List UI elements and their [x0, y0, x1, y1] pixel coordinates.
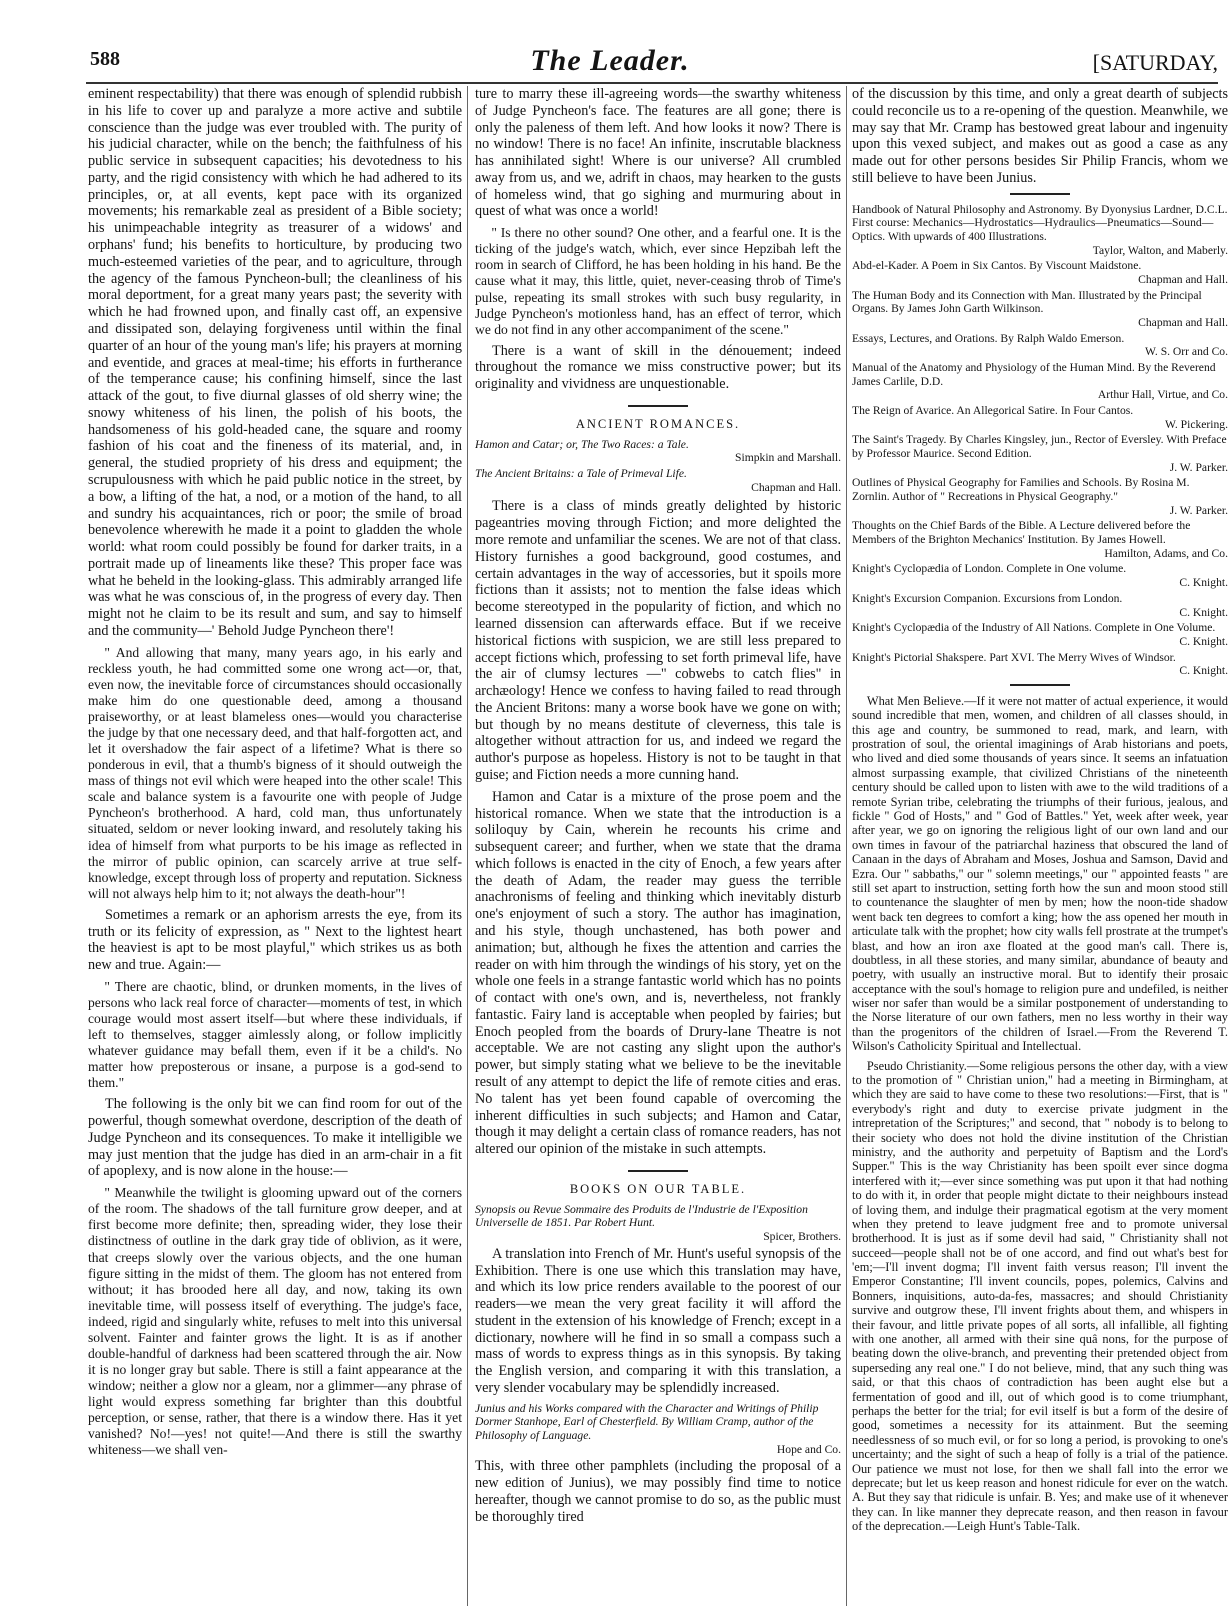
book-title: Hamon and Catar; or, The Two Races: a Tale. [475, 437, 689, 451]
book-title: Handbook of Natural Philosophy and Astronomy. By Dyonysius Lardner, D.C.L. First course: Mechanics—Hydrostatics—Hydraulics—Pneumatics—Sound—Optics. With upwards of 400 Illustrations. [852, 202, 1228, 244]
page-number: 588 [90, 48, 120, 70]
article-paragraph: Pseudo Christianity.—Some religious persons the other day, with a view to the promotion of " Christian union," had a meeting in Birmingham, at which they are said to have come to these two resolutions:—First, that is " everybody's right and duty to exercise private judgment in the intrepretation of the Scriptures;" and second, that " nobody is to belong to their society who does not hold the divine institution of the Christian ministry, and the authority and perpetuity of Baptism and the Lord's Supper." This is the way Christianity has been spoilt ever since dogma interfered with it;—ever since something was put upon it that had nothing to do with it, in order that people might dictate to their neighbours instead of loving them, and indulge their pragmatical egotism at the very moment when they pretend to leave judgment free and to promote universal brotherhood. It is just as if some devil had said, " Christianity shall not succeed—people shall not be of one accord, and find out what's best for 'em;—I'll invent dogma; I'll invent faith versus reason; I'll invent the Emperor Constantine; I'll invent councils, popes, polemics, Calvins and Bonners, inquisitions, auto-da-fes, massacres; and should Christianity survive and outgrow these, I'll invent frights about them, and whispers in their favour, and little private popes of all sorts, all infallible, all fighting with one another, all armed with their sine quâ nons, for the purpose of beating down the olive-branch, and preventing their pretended object from superseding any real one." I do not believe, mind, that any such thing was said, or that this chaos of contradiction has been aught else but a fermentation of good and ill, out of which good is to come triumphant, perhaps the better for the trial; for evil itself is but a form of the desire of good, sometimes a necessity for its attainment. But the seeming needlessness of so much evil, or for so long a period, is provoking to one's uncertainty; and the sight of such a heap of folly is a trial of the patience. Our patience we must not lose, for then we shall fall into the error we deprecate; but let us keep reason and honest ridicule for ever on the watch. A. But they say that ridicule is unfair. B. Yes; and make use of it whenever they can. In like manner they deprecate reason, and then reason in favour of the deprecation.—Leigh Hunt's Table-Talk. [852, 1058, 1228, 1534]
book-title: Abd-el-Kader. A Poem in Six Cantos. By Viscount Maidstone. [852, 259, 1142, 273]
book-title: Knight's Pictorial Shakspere. Part XVI. The Merry Wives of Windsor. [852, 650, 1176, 664]
book-publisher: W. S. Orr and Co. [1145, 345, 1228, 359]
book-listing [852, 289, 1228, 330]
quote-paragraph: " And allowing that many, many years ago, in his early and reckless youth, he had committed some one wrong act—or, that, even now, the inevitable force of circumstances should occasionally make him do one questionable deed, among a thousand praiseworthy, or at least blameless ones—would you characterise the judge by that one necessary deed, and that half-forgotten act, and let it overshadow the fair aspect of a lifetime? What is there so ponderous in evil, that a thumb's bigness of it should outweigh the mass of things not evil which were heaped into the other scale! This scale and balance system is a favourite one with people of Judge Pyncheon's brotherhood. A hard, cold man, thus unfortunately situated, seldom or never looking inward, and resolutely taking his idea of himself from what purports to be his image as reflected in the mirror of public opinion, can scarcely arrive at true self-knowledge, except through loss of property and reputation. Sickness will not always help him to it; not always the death-hour"! [88, 644, 462, 901]
article-paragraph: There is a class of minds greatly delighted by historic pageantries moving through Fiction; and more delighted the more remote and unfamiliar the scenes. We are not of that class. History furnishes a good background, good costumes, and certain advantages in the way of accessories, but it spoils more fictions than it assists; not to mention the false ideas which become stereotyped in the popularity of fiction, and which no learned dissension can afterwards efface. But if we receive historical fictions with suspicion, we are still less prepared to accept fictions which, professing to set forth primeval life, have the air of clumsy lectures —" cobwebs to catch flies" in archæology! Hence we confess to having failed to read through the Ancient Britons: many a worse book have we gone on with; but though by no means destitute of cleverness, this tale is altogether without attraction for us, and indeed we regard the author's purpose as hopeless. History is not to be taught in that guise; and Fiction needs a more cunning hand. [475, 498, 841, 783]
article-paragraph: The following is the only bit we can find room for out of the powerful, though somewhat overdone, description of the death of Judge Pyncheon and its consequences. To make it intelligible we may just mention that the judge has died in an arm-chair in a fit of apoplexy, and is now alone in the house:— [88, 1096, 462, 1180]
book-title: The Reign of Avarice. An Allegorical Satire. In Four Cantos. [852, 404, 1134, 418]
section-separator [1010, 193, 1070, 195]
book-publisher: J. W. Parker. [1169, 460, 1228, 474]
book-listing [852, 332, 1228, 359]
page-header [90, 44, 1228, 82]
book-listing [852, 476, 1228, 517]
book-listing [852, 361, 1228, 402]
column-divider [467, 86, 468, 1606]
book-title: Manual of the Anatomy and Physiology of the Human Mind. By the Reverend James Carlile, D.D. [852, 361, 1216, 388]
book-listing [475, 438, 841, 465]
book-listing [475, 1203, 841, 1244]
column-1 [88, 86, 462, 1606]
book-listing [475, 1402, 841, 1457]
book-title: Knight's Cyclopædia of London. Complete in One volume. [852, 562, 1127, 576]
book-listing [852, 519, 1228, 560]
book-title: Junius and his Works compared with the Character and Writings of Philip Dormer Stanhope, Earl of Chesterfield. By William Cramp, author of the Philosophy of Language. [475, 1401, 819, 1443]
section-title: BOOKS ON OUR TABLE. [569, 1181, 747, 1196]
section-separator [628, 1170, 688, 1172]
section-separator [628, 405, 688, 407]
book-listing [852, 562, 1228, 589]
book-publisher: Simpkin and Marshall. [735, 451, 841, 465]
article-paragraph: There is a want of skill in the dénouement; indeed throughout the romance we miss constructive power; but its originality and vividness are unquestionable. [475, 342, 841, 393]
article-paragraph: ture to marry these ill-agreeing words—the swarthy whiteness of Judge Pyncheon's face. The features are all gone; there is only the paleness of them left. And how looks it now? There is no window! There is no face! An infinite, inscrutable blackness has annihilated sight! Where is our universe? All crumbled away from us, and we, adrift in chaos, may hearken to the gusts of homeless wind, that go sighing and murmuring about in quest of what was once a world! [475, 86, 841, 220]
article-paragraph: A translation into French of Mr. Hunt's useful synopsis of the Exhibition. There is one use which this translation may have, and which its low price renders available to the poorest of our readers—we mean the very great facility it will afford the student in the extension of his knowledge of French; except in a dictionary, nowhere will he find in so small a compass such a mass of words to express things as in this synopsis. By taking the English version, and comparing it with this translation, a very slender vocabulary may be splendidly increased. [475, 1245, 841, 1396]
book-listing [852, 203, 1228, 258]
book-title: Outlines of Physical Geography for Families and Schools. By Rosina M. Zornlin. Author of " Recreations in Physical Geography." [852, 476, 1190, 504]
article-paragraph: This, with three other pamphlets (including the proposal of a new edition of Junius), we may possibly find time to notice hereafter, though we cannot promise to do so, as the public must be thoroughly tired [475, 1458, 841, 1525]
book-publisher: J. W. Parker. [1169, 503, 1228, 517]
book-publisher: Chapman and Hall. [751, 480, 841, 494]
book-publisher: Hamilton, Adams, and Co. [1104, 546, 1228, 560]
column-3 [852, 86, 1228, 1606]
book-publisher: Chapman and Hall. [1138, 316, 1228, 330]
book-publisher: W. Pickering. [1164, 417, 1228, 431]
quote-paragraph: " There are chaotic, blind, or drunken moments, in the lives of persons who lack real force of character—moments of test, in which courage would most assert itself—but where these individuals, if left to themselves, stagger aimlessly along, or follow implicitly whatever guidance may befall them, even if it be a child's. No matter how preposterous or insane, a purpose is a god-send to them." [88, 978, 462, 1091]
section-separator [1010, 684, 1070, 686]
book-publisher: C. Knight. [1179, 605, 1228, 619]
book-listing [852, 621, 1228, 648]
masthead-title: The Leader. [530, 44, 690, 77]
book-publisher: Taylor, Walton, and Maberly. [1092, 243, 1228, 257]
book-publisher: Spicer, Brothers. [763, 1230, 841, 1244]
article-paragraph: Sometimes a remark or an aphorism arrests the eye, from its truth or its felicity of expression, as " Next to the lightest heart the heaviest is apt to be most playful," which strikes us as both new and true. Again:— [88, 906, 462, 974]
column-divider [846, 86, 847, 1606]
article-paragraph: eminent respectability) that there was enough of splendid rubbish in his life to cover up and paralyze a more active and subtile conscience than the judge was ever troubled with. The purity of his judicial character, while on the bench; the faithfulness of his public service in subsequent capacities; his devotedness to his party, and the rigid consistency with which he had adhered to its principles, or, at all events, kept pace with its organized movements; his remarkable zeal as president of a Bible society; his unimpeachable integrity as treasurer of a widows' and orphans' fund; his benefits to horticulture, by producing two much-esteemed varieties of the pear, and to agriculture, through the agency of the famous Pyncheon-bull; the cleanliness of his moral deportment, for a great many years past; the severity with which he had frowned upon, and finally cast off, an expensive and dissipated son, delaying forgiveness until within the final quarter of an hour of the young man's life; his prayers at morning and eventide, and graces at meal-time; his efforts in furtherance of the temperance cause; his confining himself, since the last attack of the gout, to five diurnal glasses of old sherry wine; the snowy whiteness of his linen, the polish of his boots, the handsomeness of his gold-headed cane, the square and roomy fashion of his coat and the fineness of its material, and, in general, the studied propriety of his dress and equipment; the scrupulousness with which he paid public notice in the street, by a bow, a lifting of the hat, a nod, or a motion of the hand, to all and sundry his acquaintances, rich or poor; the smile of broad benevolence wherewith he made it a point to gladden the whole world: what room could possibly be found for darker traits, in a portrait made up of lineaments like these? This proper face was what he beheld in the looking-glass. This admirably arranged life was what he was conscious of, in the progress of every day. Then might not he claim to be its result and sum, and say to himself and the community—' Behold Judge Pyncheon there'! [88, 86, 462, 639]
book-title: The Ancient Britains: a Tale of Primeval Life. [475, 467, 687, 481]
book-title: Synopsis ou Revue Sommaire des Produits de l'Industrie de l'Exposition Universelle de 1851. Par Robert Hunt. [475, 1202, 808, 1230]
book-title: The Human Body and its Connection with Man. Illustrated by the Principal Organs. By James John Garth Wilkinson. [852, 288, 1202, 316]
book-title: Essays, Lectures, and Orations. By Ralph Waldo Emerson. [852, 331, 1125, 345]
book-title: The Saint's Tragedy. By Charles Kingsley, jun., Rector of Eversley. With Preface by Professor Maurice. Second Edition. [852, 433, 1227, 461]
book-publisher: Hope and Co. [776, 1442, 841, 1456]
book-listing [852, 592, 1228, 619]
book-publisher: C. Knight. [1179, 576, 1228, 590]
quote-paragraph: " Meanwhile the twilight is glooming upward out of the corners of the room. The shadows of the tall furniture grow deeper, and at first become more definite; then, spreading wider, they lose their distinctness of outline in the dark gray tide of oblivion, as it were, that creeps slowly over the various objects, and the one human figure sitting in the midst of them. The gloom has not entered from without; it has brooded here all day, and now, taking its own inevitable time, will possess itself of everything. The judge's face, indeed, rigid and singularly white, refuses to melt into this universal solvent. Fainter and fainter grows the light. It is as if another double-handful of darkness had been scattered through the air. Now it is no longer gray but sable. There is still a faint appearance at the window; neither a glow nor a gleam, nor a glimmer—any phrase of light would express something far brighter than this doubtful perception, or sense, rather, that there is a window there. Has it yet vanished? No!—yes! not quite!—And there is still the swarthy whiteness—we shall ven- [88, 1185, 462, 1458]
book-publisher: Arthur Hall, Virtue, and Co. [1097, 388, 1228, 402]
quote-paragraph: " Is there no other sound? One other, and a fearful one. It is the ticking of the judge's watch, which, ever since Hepzibah left the room in search of Clifford, he has been holding in his hand. Be the cause what it may, this little, quiet, never-ceasing throb of Time's pulse, repeating its small strokes with such busy regularity, in Judge Pyncheon's motionless hand, has an effect of terror, which we do not find in any other accompaniment of the scene." [475, 225, 841, 337]
section-title: ANCIENT ROMANCES. [575, 417, 741, 432]
header-rule [86, 82, 1218, 84]
column-2 [475, 86, 841, 1606]
book-title: Knight's Cyclopædia of the Industry of All Nations. Complete in One Volume. [852, 621, 1216, 635]
book-title: Knight's Excursion Companion. Excursions from London. [852, 591, 1123, 605]
dateline: [SATURDAY, [1092, 50, 1218, 75]
book-listing [852, 651, 1228, 678]
article-paragraph: What Men Believe.—If it were not matter of actual experience, it would sound incredible that men, women, and children of all classes should, in this age and country, be summoned to read, mark, and learn, with prostration of soul, the oriental imaginings of Arab historians and poets, who lived and died some thousands of years since. It seems an infatuation almost surpassing example, that civilized Christians of the nineteenth century should be called upon to listen with awe to the wild traditions of a remote Syrian tribe, celebrating the triumphs of their furious, jealous, and fickle " God of Hosts," and " God of Battles." Yet, week after week, year after year, we go on ignoring the religious light of our own land and our own times in favour of the patriarchal haziness that obscured the land of Canaan in the days of Abraham and Moses, Joshua and Samson, David and Ezra. Our " sabbaths," our " solemn meetings," our " appointed feasts " are still set apart to instruction, setting forth how the sun and moon stood still to countenance the slaughter of men by men; how the noon-tide shadow went back ten degrees to comfort a king; how the ass opened her mouth in articulate talk with the prophet; how city walls fell prostrate at the trumpet's blast, and how an iron axe floated at the good man's call. There is, doubtless, in all these stories, and many similar, abundance of beauty and poetry, with usually an instructive moral. But to identify their prosaic acceptance with the soul's homage to religion pure and undefiled, is neither wiser nor safer than would be a similar postponement of understanding to the Norse literature of our own fathers, men no less worthy in their way than the progenitors of the children of Israel.—From the Reverend T. Wilson's Catholicity Spiritual and Intellectual. [852, 693, 1228, 1054]
book-listing [852, 404, 1228, 431]
book-publisher: C. Knight. [1179, 634, 1228, 648]
book-title: Thoughts on the Chief Bards of the Bible. A Lecture delivered before the Members of the Brighton Mechanics' Institution. By James Howell. [852, 519, 1191, 547]
book-publisher: C. Knight. [1179, 664, 1228, 678]
article-paragraph: Hamon and Catar is a mixture of the prose poem and the historical romance. When we state that the introduction is a soliloquy by Cain, wherein he recounts his crime and subsequent career; and further, when we state that the drama which follows is enacted in the city of Enoch, a few years after the death of Adam, the reader may guess the terrible anachronisms of feeling and thinking which inevitably disturb one's enjoyment of such a story. The author has imagination, and his style, though unchastened, has both power and animation; but, although he fixes the attention and carries the reader on with him through the windings of his story, yet on the whole one feels in a strange fantastic world which has no points of contact with one's own, and is, nevertheless, not frankly fantastic. Fairy land is acceptable when peopled by fairies; but Enoch peopled from the boards of Drury-lane Theatre is not acceptable. We are not casting any slight upon the author's power, but simply stating what we believe to be the inevitable result of any attempt to depict the life of remote cities and eras. No talent has yet been found capable of overcoming the inherent difficulties in such subjects; and Hamon and Catar, though it may delight a certain class of romance readers, has not altered our opinion of the mistake in such attempts. [475, 788, 841, 1158]
book-listing [852, 259, 1228, 286]
book-listing [475, 467, 841, 494]
book-publisher: Chapman and Hall. [1138, 273, 1228, 287]
book-listing [852, 433, 1228, 474]
article-paragraph: of the discussion by this time, and only a great dearth of subjects could reconcile us to a re-opening of the question. Meanwhile, we may say that Mr. Cramp has bestowed great labour and ingenuity upon this vexed subject, and makes out as good a case as any made out for other persons besides Sir Philip Francis, whom we still believe to have been Junius. [852, 86, 1228, 186]
